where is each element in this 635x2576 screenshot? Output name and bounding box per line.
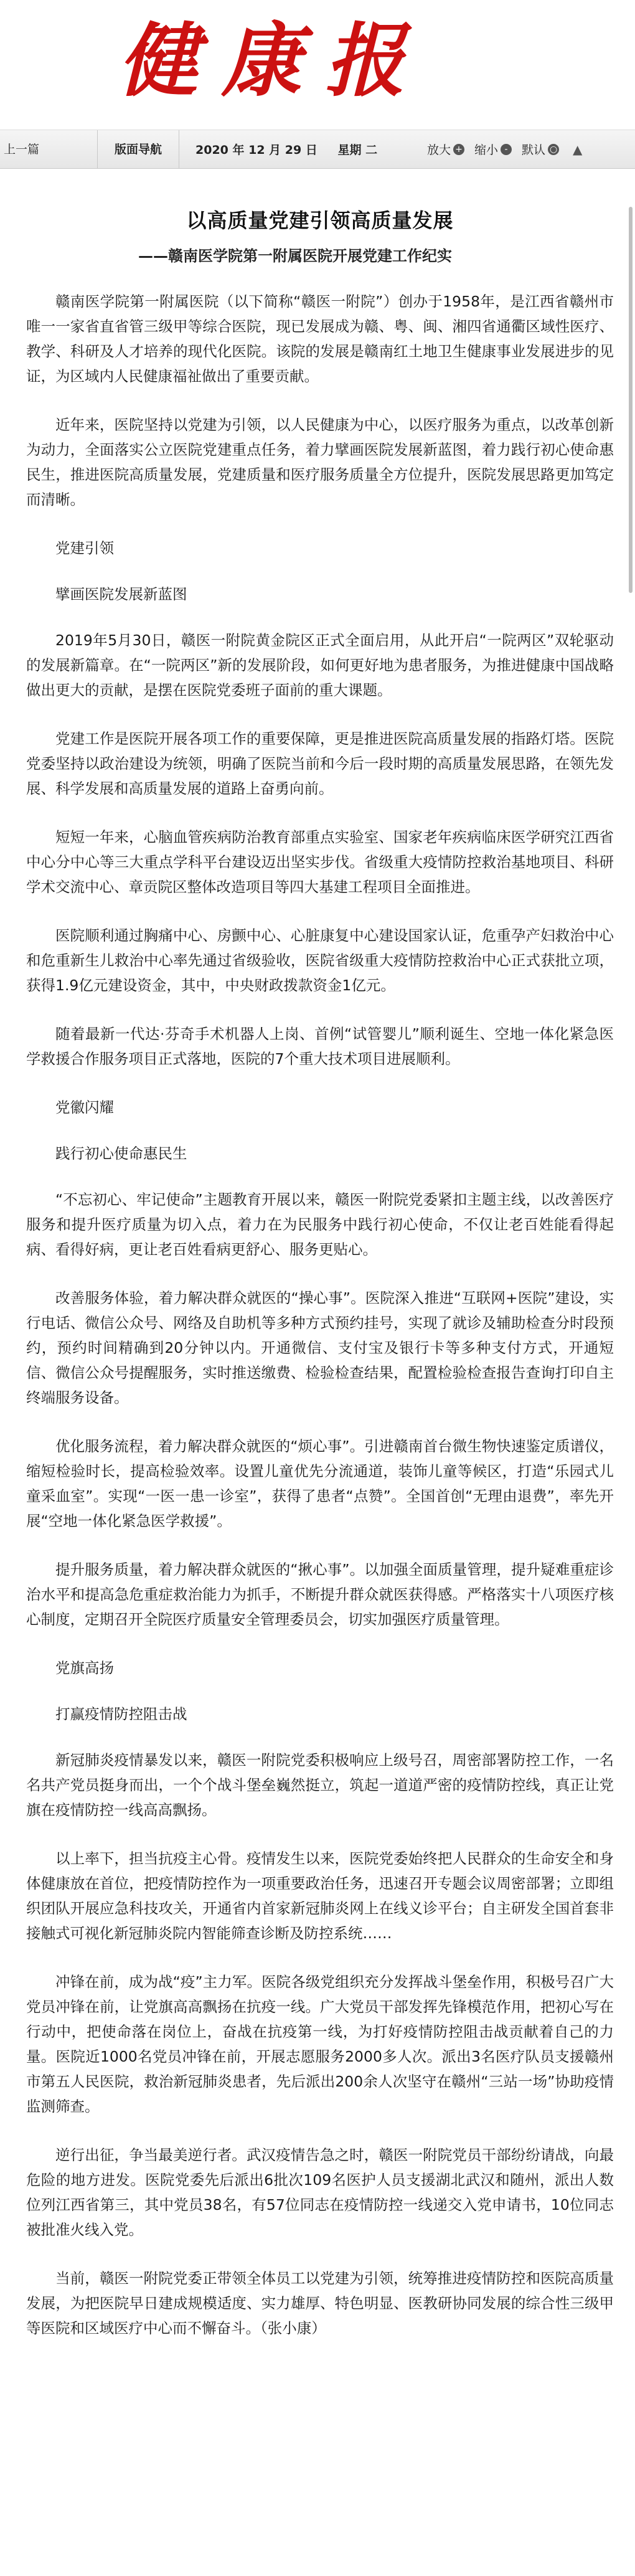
date-text: 2020 年 12 月 29 日 bbox=[195, 143, 318, 157]
paragraph: 当前，赣医一附院党委正带领全体员工以党建为引领，统筹推进疫情防控和医院高质量发展，为把医院早日建成规模适度、实力雄厚、特色明显、医教研协同发展的综合性三级甲等医院和区域医疗中心而不懈奋斗。（张小康） bbox=[26, 2270, 614, 2337]
article bbox=[0, 205, 635, 2341]
zoom-out-label: 缩小 bbox=[474, 143, 499, 157]
weekday-text: 星期 二 bbox=[337, 143, 378, 157]
paragraph: 2019年5月30日，赣医一附院黄金院区正式全面启用，从此开启“一院两区”双轮驱动的发展新篇章。在“一院两区”新的发展阶段，如何更好地为患者服务，为推进健康中国战略做出更大的贡献，是摆在医院党委班子面前的重大课题。 bbox=[26, 632, 614, 699]
paragraph: 近年来，医院坚持以党建为引领，以人民健康为中心，以医疗服务为重点，以改革创新为动力，全面落实公立医院党建重点任务，着力擘画医院发展新蓝图，着力践行初心使命惠民生，推进医院高质量发展，党建质量和医疗服务质量全方位提升，医院发展思路更加笃定而清晰。 bbox=[26, 416, 614, 508]
paragraph: 冲锋在前，成为战“疫”主力军。医院各级党组织充分发挥战斗堡垒作用，积极号召广大党员冲锋在前，让党旗高高飘扬在抗疫一线。广大党员干部发挥先锋模范作用，把初心写在行动中，把使命落在岗位上，奋战在抗疫第一线，为打好疫情防控阻击战贡献着自己的力量。医院近1000名党员冲锋在前，开展志愿服务2000多人次。派出3名医疗队员支援赣州市第五人民医院，救治新冠肺炎患者，先后派出200余人次坚守在赣州“三站一场”协助疫情监测筛查。 bbox=[26, 1973, 614, 2115]
scrollbar[interactable] bbox=[629, 169, 634, 2561]
paragraph: 医院顺利通过胸痛中心、房颤中心、心脏康复中心建设国家认证，危重孕产妇救治中心和危重新生儿救治中心率先通过省级验收，医院省级重大疫情防控救治中心正式获批立项，获得1.9亿元建设资金，其中，中央财政拨款资金1亿元。 bbox=[26, 927, 614, 994]
section-heading: 擘画医院发展新蓝图 bbox=[55, 585, 187, 603]
article-title: 以高质量党建引领高质量发展 bbox=[186, 209, 454, 232]
paragraph: 随着最新一代达·芬奇手术机器人上岗、首例“试管婴儿”顺利诞生、空地一体化紧急医学救援合作服务项目正式落地，医院的7个重大技术项目进展顺利。 bbox=[26, 1025, 614, 1068]
issue-date bbox=[179, 141, 420, 158]
plus-circle-icon: + bbox=[453, 144, 464, 155]
paragraph: 短短一年来，心脑血管疾病防治教育部重点实验室、国家老年疾病临床医学研究江西省中心分中心等三大重点学科平台建设迈出坚实步伐。省级重大疫情防控救治基地项目、科研学术交流中心、章贡院区整体改造项目等四大基建工程项目全面推进。 bbox=[26, 828, 614, 896]
paragraph: 新冠肺炎疫情暴发以来，赣医一附院党委积极响应上级号召，周密部署防控工作，一名名共产党员挺身而出，一个个战斗堡垒巍然挺立，筑起一道道严密的疫情防控线，真正让党旗在疫情防控一线高高飘扬。 bbox=[26, 1751, 614, 1819]
zoom-in-button[interactable] bbox=[427, 141, 464, 158]
paragraph: 优化服务流程，着力解决群众就医的“烦心事”。引进赣南首台微生物快速鉴定质谱仪，缩短检验时长，提高检验效率。设置儿童优先分流通道，装饰儿童等候区，打造“乐园式儿童采血室”。实现“一医一患一诊室”，获得了患者“点赞”。全国首创“无理由退费”，率先开展“空地一体化紧急医学救援”。 bbox=[26, 1437, 614, 1530]
zoom-in-label: 放大 bbox=[427, 143, 451, 157]
reset-circle-icon: ○ bbox=[548, 144, 559, 155]
paragraph: 改善服务体验，着力解决群众就医的“操心事”。医院深入推进“互联网+医院”建设，实行电话、微信公众号、网络及自助机等多种方式预约挂号，实现了就诊及辅助检查分时段预约，预约时间精确到20分钟以内。开通微信、支付宝及银行卡等多种支付方式，开通短信、微信公众号提醒服务，实时推送缴费、检验检查结果，配置检验检查报告查询打印自主终端服务设备。 bbox=[26, 1289, 614, 1406]
section-heading: 践行初心使命惠民生 bbox=[55, 1145, 187, 1162]
scroll-up-arrow-icon[interactable]: ▲ bbox=[573, 141, 583, 157]
toolbar bbox=[0, 130, 635, 169]
zoom-default-button[interactable] bbox=[522, 141, 559, 158]
section-heading: 党旗高扬 bbox=[55, 1659, 114, 1677]
paragraph: 逆行出征，争当最美逆行者。武汉疫情告急之时，赣医一附院党员干部纷纷请战，向最危险的地方进发。医院党委先后派出6批次109名医护人员支援湖北武汉和随州，派出人数位列江西省第三，其中党员38名，有57位同志在疫情防控一线递交入党申请书，10位同志被批准火线入党。 bbox=[26, 2146, 614, 2238]
paragraph: 以上率下，担当抗疫主心骨。疫情发生以来，医院党委始终把人民群众的生命安全和身体健康放在首位，把疫情防控作为一项重要政治任务，迅速召开专题会议周密部署；立即组织团队开展应急科技攻关，开通省内首家新冠肺炎网上在线义诊平台；自主研发全国首套非接触式可视化新冠肺炎院内智能筛查诊断及防控系统…… bbox=[26, 1850, 614, 1942]
paragraph: 党建工作是医院开展各项工作的重要保障，更是推进医院高质量发展的指路灯塔。医院党委坚持以政治建设为统领，明确了医院当前和今后一段时期的高质量发展思路，在领先发展、科学发展和高质量发展的道路上奋勇向前。 bbox=[26, 730, 614, 797]
minus-circle-icon: - bbox=[501, 144, 512, 155]
article-body bbox=[26, 289, 614, 2341]
paragraph: “不忘初心、牢记使命”主题教育开展以来，赣医一附院党委紧扣主题主线，以改善医疗服务和提升医疗质量为切入点，着力在为民服务中践行初心使命，不仅让老百姓能看得起病、看得好病，更让老百姓看病更舒心、服务更贴心。 bbox=[26, 1191, 614, 1258]
article-subtitle: ——赣南医学院第一附属医院开展党建工作纪实 bbox=[138, 247, 452, 265]
newspaper-logo: 健康报 bbox=[118, 14, 429, 108]
section-heading: 党徽闪耀 bbox=[55, 1099, 114, 1116]
section-heading: 打赢疫情防控阻击战 bbox=[55, 1705, 187, 1723]
prev-article-link[interactable]: 上一篇 bbox=[0, 130, 98, 169]
masthead bbox=[0, 0, 635, 130]
paragraph: 提升服务质量，着力解决群众就医的“揪心事”。以加强全面质量管理，提升疑难重症诊治水平和提高急危重症救治能力为抓手，不断提升群众就医获得感。严格落实十八项医疗核心制度，定期召开全院医疗质量安全管理委员会，切实加强医疗质量管理。 bbox=[26, 1561, 614, 1628]
scrollbar-thumb[interactable] bbox=[629, 207, 633, 593]
section-heading: 党建引领 bbox=[55, 539, 114, 557]
layout-nav-link[interactable]: 版面导航 bbox=[98, 130, 179, 169]
zoom-default-label: 默认 bbox=[522, 143, 546, 157]
zoom-out-button[interactable] bbox=[474, 141, 512, 158]
zoom-controls bbox=[427, 141, 582, 158]
paragraph: 赣南医学院第一附属医院（以下简称“赣医一附院”）创办于1958年，是江西省赣州市唯一一家省直省管三级甲等综合医院，现已发展成为赣、粤、闽、湘四省通衢区域性医疗、教学、科研及人才培养的现代化医院。该院的发展是赣南红土地卫生健康事业发展进步的见证，为区域内人民健康福祉做出了重要贡献。 bbox=[26, 293, 614, 385]
